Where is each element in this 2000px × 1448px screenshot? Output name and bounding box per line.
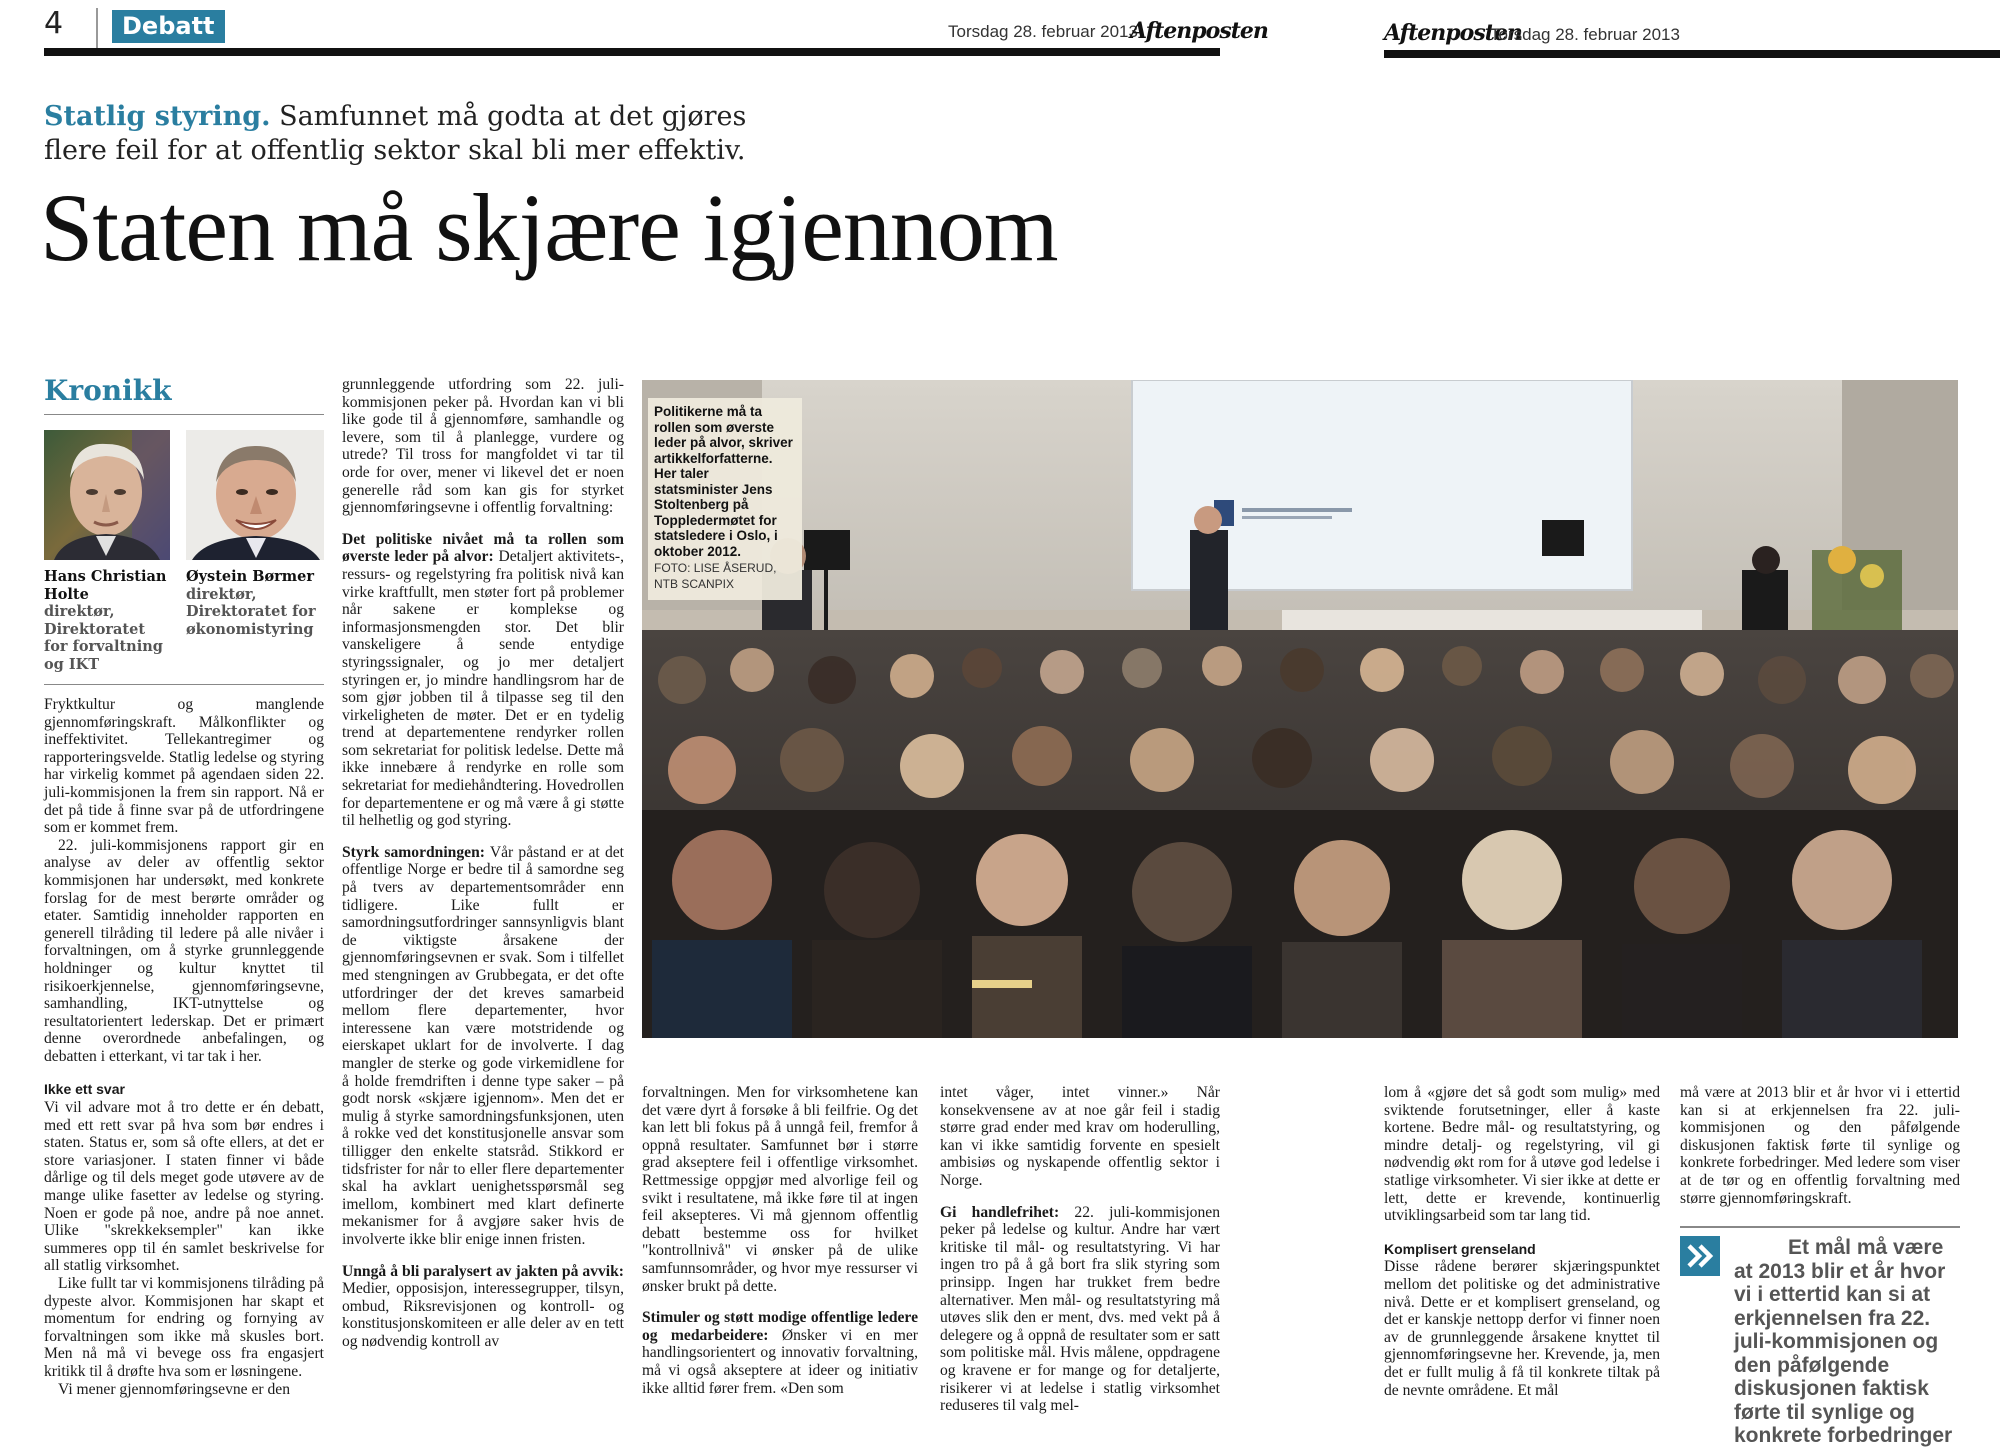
paragraph: forvaltningen. Men for virksomhetene kan det være dyrt å forsøke å bli feilfrie. Og det kan lett bli fokus på å unngå feil, fremfor å oppnå resultater. Samfunnet bør i større grad akseptere feil i offentlige virksomhet. Rettmessige oppgjør med alvorlige feil og svikt i resultatene, må ikke føre til at ingen feil aksepteres. Vi må gjennom offentlig debatt bestemme oss for hvilket "kontrollnivå" vi ønsker på de ulike samfunnsområder, og hvor mye ressurser vi ønsker brukt på dette. [642,1084,918,1295]
double-chevron-right-icon [1680,1236,1720,1276]
lead-in: Styrk samordningen: [342,843,485,861]
article-column-2 [342,376,624,1350]
caption-text: Politikerne må ta rollen som øverste leder på alvor, skriver artikkelforfatterne. Her taler statsminister Jens Stoltenberg på Toppledermøtet for statsledere i Oslo, i oktober 2012. [654,404,793,559]
paragraph: intet våger, intet vinner.» Når konsekvensene av at noe går feil i stadig større grad ender med krav om hoderulling, kan vi ikke samtidig forvente en spesielt ambisiøs og nyskapende offentlig sektor i Norge. [940,1084,1220,1189]
article-headline: Staten må skjære igjennom [40,174,1058,281]
photo-credit: FOTO: LISE ÅSERUD, NTB SCANPIX [654,561,777,591]
author-title: direktør, Direktoratet for økonomistyring [186,585,316,638]
author-portrait-bormer [186,430,324,560]
subheading: Komplisert grenseland [1384,1240,1536,1257]
byline-bormer [186,568,324,638]
article-column-5 [1384,1084,1660,1399]
section-tag[interactable]: Debatt [112,10,225,43]
rubric-kronikk: Kronikk [44,374,172,407]
paragraph: Vår påstand er at det offentlige Norge er bedre til å samordne seg på tvers av departementsområder enn tidligere. Like fullt er samordningsutfordringer sannsynligvis blant de viktigste årsakene der gjennomføringsevnen er svak. Som i tilfellet med stengningen av Grubbegata, er det ofte utfordringer der det kreves samarbeid mellom flere departementer, hvor interessene kan være motstridende og eierskapet uklart for de involverte. I dag mangler de sterke og gode virkemidlene for å holde fremdriften i denne type saker – på godt norsk «skjære igjennom». Men det er mulig å styrke samordningsfunksjonen, uten å rokke ved det konstitusjonelle ansvar som tilligger den enkelte statsråd. Stikkord er tidsfrister for når to eller flere departementer skal ha avklart uenighetsspørsmål seg imellom, kombinert med klart definerte mekanismer for å avgjøre saker hvis de involverte ikke blir enige innen fristen. [342,843,624,1248]
lead-in: Det politiske nivået må ta rollen som øverste leder på alvor: [342,530,624,566]
paragraph: Disse rådene berører skjæringspunktet mellom det politiske og det administrative nivå. Dette er et komplisert grenseland, og det er kanskje nettopp derfor vi finner noen av de grunnleggende årsakene knyttet til gjennomføringsevne her. Krevende, ja, men det er fullt mulig å få til konkrete tiltak på de nevnte områdene. Et mål [1384,1258,1660,1399]
lead-in: Gi handlefrihet: [940,1203,1060,1221]
article-kicker [44,100,964,168]
paragraph: lom å «gjøre det så godt som mulig» med sviktende forutsetninger, eller å kaste kortene. Bedre mål- og resultatstyring, og mindre detalj- og regelstyring, vil gi nødvendig økt rom for å utøve god ledelse i statlige virksomheter. Vi sier ikke at dette er lett, dette er krevende, kontinuerlig utviklingsarbeid som tar lang tid. [1384,1084,1660,1225]
header-separator [96,8,98,48]
lead-in: Unngå å bli paralysert av jakten på avvik: [342,1262,624,1280]
paragraph: må være at 2013 blir et år hvor vi i ettertid kan si at erkjennelsen fra 22. juli-kommisjonen og den påfølgende diskusjonen faktisk førte til synlige og konkrete forbedringer. Med ledere som viser at de tør og en offentlig forvaltning med større gjennomføringskraft. [1680,1084,1960,1207]
paragraph: 22. juli-kommisjonen peker på ledelse og kultur. Andre har vært kritiske til mål- og resultatstyring. Vi har ingen tro på å gå bort fra slik styring som prinsipp. Ingen har trukket frem bedre alternativer. Men mål- og resultatstyring må utøves slik den er ment, dvs. med vekt på å delegere og å oppnå de resultater som er satt som politiske mål. Hvis målene, oppdragene og kravene er for mange og for detaljerte, risikerer vi at ledelse i statlig virksomhet reduseres til valg mel- [940,1203,1220,1415]
photo-caption [648,398,802,600]
left-header-rule [44,48,1220,56]
paragraph: grunnleggende utfordring som 22. juli-kommisjonen peker på. Hvordan kan vi bli like gode til å gjennomføre, samhandle og levere, som til å planlegge, vurdere og utrede? Til tross for mangfoldet vi tar til orde for over, mener vi likevel det er noen generelle råd som kan gis for styrket gjennomføringsevne i offentlig forvaltning: [342,376,624,517]
page-number: 4 [44,6,64,41]
paragraph: Like fullt tar vi kommisjonens tilråding på dypeste alvor. Kommisjonen har skapt et momentum for endring og fornying av forvaltningen som ikke må skusles bort. Men nå må vi bevege oss fra engasjert kritikk til å drøfte hva som er løsningene. [44,1275,324,1380]
right-header-rule [1384,50,2000,58]
left-page-logo: Aftenposten [1130,18,1268,44]
right-page-date: Torsdag 28. februar 2013 [1490,25,1680,44]
paragraph: Medier, opposisjon, interessegrupper, tilsyn, ombud, Riksrevisjonen og kontroll- og konstitusjonskomiteen er alle deler av en tett og nødvendig kontroll av [342,1280,624,1350]
paragraph: Ønsker vi en mer handlingsorientert og innovativ forvaltning, må vi også akseptere at ideer og initiativ ikke alltid fører frem. «Den som [642,1326,918,1397]
rubric-rule [44,414,324,415]
author-name: Øystein Børmer [186,568,315,585]
author-portrait-holte [44,430,170,560]
kicker-label: Statlig styring. [44,101,271,132]
kicker-line-1: Samfunnet må godta at det gjøres [270,101,747,132]
pullquote: Et mål må være at 2013 blir et år hvor vi i ettertid kan si at erkjennelsen fra 22. juli-kommisjonen og den påfølgende diskusjonen faktisk førte til synlige og konkrete forbedringer [1734,1236,1953,1447]
pullquote-rule [1680,1226,1960,1228]
left-page-date: Torsdag 28. februar 2013 [948,22,1138,41]
paragraph: Vi mener gjennomføringsevne er den [58,1380,291,1398]
subheading: Ikke ett svar [44,1081,125,1098]
article-column-6 [1680,1084,1960,1207]
author-name: Hans Christian Holte [44,568,167,603]
article-column-1 [44,696,324,1398]
right-page-logo: Aftenposten [1384,20,1522,46]
kicker-line-2: flere feil for at offentlig sektor skal bli mer effektiv. [44,135,746,166]
article-column-3 [642,1084,918,1397]
paragraph: Detaljert aktivitets-, ressurs- og regelstyring fra politisk nivå kan virke kraftfullt, men støter fort på problemer når sakene er komplekse og informasjonsmengden stor. Det blir vanskeligere å sende entydige styringssignaler, og jo mer detaljert styringen er, jo mindre handlingsrom har de som gjør jobben til å tilpasse seg til den virkeligheten de møter. Det er en tydelig trend at departementene rendyrker rollen som sekretariat for politisk ledelse. Dette må ikke innebære å rendyrke en rolle som sekretariat for mediehåndtering. Hovedrollen for departementene er og må være å gi støtte til helhetlig og god styring. [342,548,625,830]
article-column-4 [940,1084,1220,1415]
byline-holte [44,568,170,673]
paragraph: Vi vil advare mot å tro dette er én debatt, med ett rett svar på hva som bør endres i staten. Status er, som så ofte ellers, at det er store variasjoner. I staten finner vi både dårlige og til dels meget gode utøvere av de mange ulike fasetter av ledelse og styring. Noen er gode på noe, andre på noe annet. Ulike "skrekkeksempler" kan ikke summeres opp til én samlet beskrivelse for all statlig virksomhet. [44,1099,324,1275]
paragraph: Fryktkultur og manglende gjennomføringskraft. Målkonflikter og ineffektivitet. Tellekantregimer og rapporteringsvelde. Statlig ledelse og styring har virkelig kommet på agendaen siden 22. juli-kommisjonen la frem sin rapport. Nå er det på tide å finne svar på de utfordringene som er kommet frem. [44,696,324,837]
conference-photo [642,380,1958,1038]
byline-rule [44,684,324,685]
paragraph: 22. juli-kommisjonens rapport gir en analyse av deler av offentlig sektor kommisjonen har undersøkt, med konkrete forslag for de mest berørte områder og etater. Samtidig inneholder rapporten en generell tilråding til ledere på alle nivåer i forvaltningen, om å styrke grunnleggende holdninger og kultur knyttet til risikoerkjennelse, gjennomføringsevne, samhandling, IKT-utnyttelse og resultatorientert lederskap. Det er primært denne overordnede anbefalingen, og debatten i etterkant, vi tar tak i her. [44,836,324,1065]
lead-in: Stimuler og støtt modige offentlige ledere og medarbeidere: [642,1309,918,1344]
author-title: direktør, Direktoratet for forvaltning og IKT [44,603,163,673]
